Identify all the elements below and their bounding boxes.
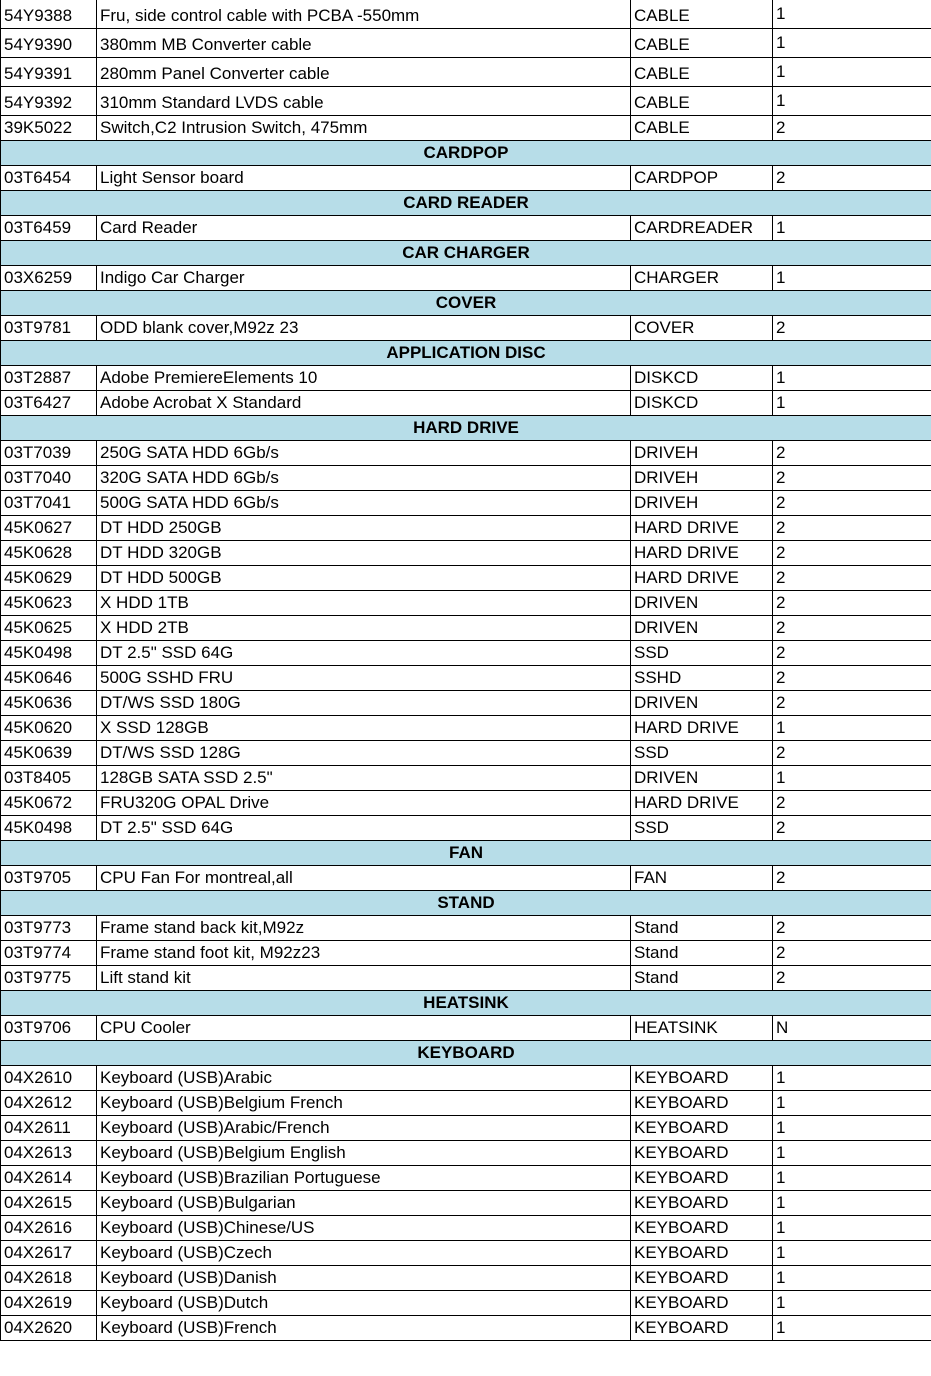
quantity-cell: 1 <box>773 1266 931 1291</box>
quantity-cell: 1 <box>773 266 931 291</box>
description-cell: 280mm Panel Converter cable <box>97 58 631 87</box>
table-row <box>1 1141 931 1166</box>
type-cell: KEYBOARD <box>631 1141 773 1166</box>
quantity-cell: 1 <box>773 716 931 741</box>
description-cell: ODD blank cover,M92z 23 <box>97 316 631 341</box>
description-cell: Adobe PremiereElements 10 <box>97 366 631 391</box>
type-cell: DRIVEN <box>631 691 773 716</box>
type-cell: COVER <box>631 316 773 341</box>
part-number-cell: 45K0498 <box>1 816 97 841</box>
quantity-cell: 1 <box>773 1091 931 1116</box>
table-row <box>1 266 931 291</box>
section-header-row <box>1 891 931 916</box>
type-cell: HARD DRIVE <box>631 716 773 741</box>
part-number-cell: 54Y9388 <box>1 0 97 29</box>
table-row <box>1 941 931 966</box>
description-cell: Keyboard (USB)Czech <box>97 1241 631 1266</box>
type-cell: CABLE <box>631 58 773 87</box>
description-cell: Adobe Acrobat X Standard <box>97 391 631 416</box>
quantity-cell: 1 <box>773 1241 931 1266</box>
quantity-cell: 2 <box>773 791 931 816</box>
section-header-row <box>1 416 931 441</box>
description-cell: DT 2.5" SSD 64G <box>97 816 631 841</box>
quantity-cell: 1 <box>773 1291 931 1316</box>
description-cell: 128GB SATA SSD 2.5" <box>97 766 631 791</box>
table-row <box>1 1191 931 1216</box>
quantity-cell: 2 <box>773 466 931 491</box>
section-header-label: STAND <box>1 891 931 916</box>
type-cell: KEYBOARD <box>631 1166 773 1191</box>
part-number-cell: 04X2613 <box>1 1141 97 1166</box>
description-cell: 500G SSHD FRU <box>97 666 631 691</box>
table-row <box>1 116 931 141</box>
part-number-cell: 04X2618 <box>1 1266 97 1291</box>
description-cell: DT HDD 320GB <box>97 541 631 566</box>
quantity-cell: 1 <box>773 391 931 416</box>
quantity-cell: N <box>773 1016 931 1041</box>
section-header-label: COVER <box>1 291 931 316</box>
part-number-cell: 03T7040 <box>1 466 97 491</box>
type-cell: SSD <box>631 816 773 841</box>
part-number-cell: 03T7041 <box>1 491 97 516</box>
type-cell: Stand <box>631 941 773 966</box>
type-cell: KEYBOARD <box>631 1091 773 1116</box>
part-number-cell: 39K5022 <box>1 116 97 141</box>
quantity-cell: 2 <box>773 741 931 766</box>
quantity-cell: 2 <box>773 666 931 691</box>
quantity-cell: 1 <box>773 216 931 241</box>
part-number-cell: 03T9773 <box>1 916 97 941</box>
table-row <box>1 87 931 116</box>
part-number-cell: 54Y9392 <box>1 87 97 116</box>
table-row <box>1 741 931 766</box>
description-cell: X SSD 128GB <box>97 716 631 741</box>
part-number-cell: 45K0498 <box>1 641 97 666</box>
type-cell: Stand <box>631 916 773 941</box>
description-cell: 380mm MB Converter cable <box>97 29 631 58</box>
section-header-label: CARD READER <box>1 191 931 216</box>
table-row <box>1 616 931 641</box>
section-header-label: HARD DRIVE <box>1 416 931 441</box>
quantity-cell: 1 <box>773 1316 931 1341</box>
description-cell: Keyboard (USB)Bulgarian <box>97 1191 631 1216</box>
type-cell: HARD DRIVE <box>631 516 773 541</box>
table-row <box>1 1216 931 1241</box>
section-header-row <box>1 241 931 266</box>
quantity-cell: 2 <box>773 491 931 516</box>
type-cell: KEYBOARD <box>631 1241 773 1266</box>
type-cell: KEYBOARD <box>631 1316 773 1341</box>
quantity-cell: 1 <box>773 766 931 791</box>
description-cell: Switch,C2 Intrusion Switch, 475mm <box>97 116 631 141</box>
section-header-label: FAN <box>1 841 931 866</box>
type-cell: FAN <box>631 866 773 891</box>
description-cell: FRU320G OPAL Drive <box>97 791 631 816</box>
table-row <box>1 216 931 241</box>
type-cell: KEYBOARD <box>631 1216 773 1241</box>
description-cell: Keyboard (USB)Belgium French <box>97 1091 631 1116</box>
part-number-cell: 04X2615 <box>1 1191 97 1216</box>
type-cell: CABLE <box>631 116 773 141</box>
description-cell: 310mm Standard LVDS cable <box>97 87 631 116</box>
section-header-row <box>1 341 931 366</box>
type-cell: KEYBOARD <box>631 1266 773 1291</box>
description-cell: Indigo Car Charger <box>97 266 631 291</box>
table-row <box>1 491 931 516</box>
table-row <box>1 1016 931 1041</box>
part-number-cell: 04X2610 <box>1 1066 97 1091</box>
description-cell: 500G SATA HDD 6Gb/s <box>97 491 631 516</box>
quantity-cell: 2 <box>773 116 931 141</box>
type-cell: HARD DRIVE <box>631 791 773 816</box>
table-row <box>1 166 931 191</box>
type-cell: HEATSINK <box>631 1016 773 1041</box>
section-header-row <box>1 841 931 866</box>
part-number-cell: 03T6427 <box>1 391 97 416</box>
description-cell: CPU Cooler <box>97 1016 631 1041</box>
section-header-row <box>1 991 931 1016</box>
type-cell: HARD DRIVE <box>631 541 773 566</box>
table-row <box>1 766 931 791</box>
part-number-cell: 45K0627 <box>1 516 97 541</box>
part-number-cell: 03T9774 <box>1 941 97 966</box>
type-cell: CARDPOP <box>631 166 773 191</box>
description-cell: Fru, side control cable with PCBA -550mm <box>97 0 631 29</box>
quantity-cell: 2 <box>773 641 931 666</box>
table-row <box>1 516 931 541</box>
part-number-cell: 04X2612 <box>1 1091 97 1116</box>
table-row <box>1 1116 931 1141</box>
part-number-cell: 03T8405 <box>1 766 97 791</box>
type-cell: CARDREADER <box>631 216 773 241</box>
description-cell: 250G SATA HDD 6Gb/s <box>97 441 631 466</box>
table-row <box>1 58 931 87</box>
table-row <box>1 366 931 391</box>
part-number-cell: 03T9705 <box>1 866 97 891</box>
type-cell: CHARGER <box>631 266 773 291</box>
part-number-cell: 54Y9391 <box>1 58 97 87</box>
description-cell: DT/WS SSD 128G <box>97 741 631 766</box>
table-row <box>1 441 931 466</box>
description-cell: Keyboard (USB)Brazilian Portuguese <box>97 1166 631 1191</box>
table-row <box>1 391 931 416</box>
section-header-row <box>1 141 931 166</box>
description-cell: Light Sensor board <box>97 166 631 191</box>
type-cell: KEYBOARD <box>631 1191 773 1216</box>
type-cell: DISKCD <box>631 391 773 416</box>
part-number-cell: 04X2611 <box>1 1116 97 1141</box>
quantity-cell: 2 <box>773 516 931 541</box>
quantity-cell: 1 <box>773 29 931 58</box>
type-cell: CABLE <box>631 87 773 116</box>
part-number-cell: 03X6259 <box>1 266 97 291</box>
table-row <box>1 791 931 816</box>
description-cell: DT HDD 500GB <box>97 566 631 591</box>
part-number-cell: 03T7039 <box>1 441 97 466</box>
table-row <box>1 916 931 941</box>
description-cell: CPU Fan For montreal,all <box>97 866 631 891</box>
quantity-cell: 1 <box>773 1066 931 1091</box>
table-row <box>1 691 931 716</box>
type-cell: Stand <box>631 966 773 991</box>
description-cell: Keyboard (USB)Chinese/US <box>97 1216 631 1241</box>
part-number-cell: 45K0620 <box>1 716 97 741</box>
description-cell: Keyboard (USB)Belgium English <box>97 1141 631 1166</box>
part-number-cell: 04X2620 <box>1 1316 97 1341</box>
quantity-cell: 1 <box>773 87 931 116</box>
description-cell: Card Reader <box>97 216 631 241</box>
quantity-cell: 2 <box>773 591 931 616</box>
section-header-row <box>1 191 931 216</box>
type-cell: CABLE <box>631 29 773 58</box>
type-cell: DRIVEH <box>631 491 773 516</box>
table-row <box>1 666 931 691</box>
quantity-cell: 2 <box>773 916 931 941</box>
table-row <box>1 0 931 29</box>
section-header-row <box>1 1041 931 1066</box>
quantity-cell: 1 <box>773 366 931 391</box>
table-row <box>1 1241 931 1266</box>
part-number-cell: 03T9781 <box>1 316 97 341</box>
table-row <box>1 1066 931 1091</box>
quantity-cell: 2 <box>773 166 931 191</box>
part-number-cell: 03T9706 <box>1 1016 97 1041</box>
quantity-cell: 2 <box>773 966 931 991</box>
part-number-cell: 45K0672 <box>1 791 97 816</box>
table-row <box>1 316 931 341</box>
quantity-cell: 2 <box>773 316 931 341</box>
section-header-label: CARDPOP <box>1 141 931 166</box>
type-cell: SSHD <box>631 666 773 691</box>
description-cell: Keyboard (USB)Danish <box>97 1266 631 1291</box>
section-header-row <box>1 291 931 316</box>
quantity-cell: 1 <box>773 1116 931 1141</box>
type-cell: DRIVEN <box>631 616 773 641</box>
part-number-cell: 04X2616 <box>1 1216 97 1241</box>
type-cell: SSD <box>631 641 773 666</box>
section-header-label: HEATSINK <box>1 991 931 1016</box>
description-cell: X HDD 2TB <box>97 616 631 641</box>
table-row <box>1 591 931 616</box>
table-row <box>1 816 931 841</box>
type-cell: CABLE <box>631 0 773 29</box>
quantity-cell: 2 <box>773 566 931 591</box>
part-number-cell: 45K0625 <box>1 616 97 641</box>
part-number-cell: 45K0623 <box>1 591 97 616</box>
description-cell: Frame stand back kit,M92z <box>97 916 631 941</box>
table-row <box>1 541 931 566</box>
description-cell: Frame stand foot kit, M92z23 <box>97 941 631 966</box>
part-number-cell: 03T6454 <box>1 166 97 191</box>
description-cell: Keyboard (USB)Arabic/French <box>97 1116 631 1141</box>
type-cell: HARD DRIVE <box>631 566 773 591</box>
table-row <box>1 566 931 591</box>
description-cell: X HDD 1TB <box>97 591 631 616</box>
quantity-cell: 2 <box>773 816 931 841</box>
type-cell: DRIVEH <box>631 466 773 491</box>
description-cell: 320G SATA HDD 6Gb/s <box>97 466 631 491</box>
table-row <box>1 866 931 891</box>
table-row <box>1 1291 931 1316</box>
section-header-label: CAR CHARGER <box>1 241 931 266</box>
quantity-cell: 2 <box>773 866 931 891</box>
part-number-cell: 03T6459 <box>1 216 97 241</box>
quantity-cell: 1 <box>773 1191 931 1216</box>
section-header-label: APPLICATION DISC <box>1 341 931 366</box>
type-cell: DRIVEH <box>631 441 773 466</box>
description-cell: Keyboard (USB)Dutch <box>97 1291 631 1316</box>
quantity-cell: 1 <box>773 1216 931 1241</box>
description-cell: DT HDD 250GB <box>97 516 631 541</box>
quantity-cell: 2 <box>773 691 931 716</box>
part-number-cell: 45K0646 <box>1 666 97 691</box>
quantity-cell: 2 <box>773 941 931 966</box>
type-cell: SSD <box>631 741 773 766</box>
part-number-cell: 04X2619 <box>1 1291 97 1316</box>
description-cell: Lift stand kit <box>97 966 631 991</box>
quantity-cell: 1 <box>773 1141 931 1166</box>
parts-table-body <box>1 0 931 1341</box>
section-header-label: KEYBOARD <box>1 1041 931 1066</box>
table-row <box>1 1091 931 1116</box>
table-row <box>1 966 931 991</box>
quantity-cell: 2 <box>773 441 931 466</box>
description-cell: DT/WS SSD 180G <box>97 691 631 716</box>
part-number-cell: 04X2614 <box>1 1166 97 1191</box>
description-cell: Keyboard (USB)Arabic <box>97 1066 631 1091</box>
table-row <box>1 1166 931 1191</box>
table-row <box>1 29 931 58</box>
part-number-cell: 03T2887 <box>1 366 97 391</box>
description-cell: Keyboard (USB)French <box>97 1316 631 1341</box>
type-cell: KEYBOARD <box>631 1291 773 1316</box>
quantity-cell: 2 <box>773 616 931 641</box>
table-row <box>1 1266 931 1291</box>
table-row <box>1 1316 931 1341</box>
part-number-cell: 45K0629 <box>1 566 97 591</box>
type-cell: KEYBOARD <box>631 1066 773 1091</box>
type-cell: DISKCD <box>631 366 773 391</box>
quantity-cell: 1 <box>773 0 931 29</box>
description-cell: DT 2.5" SSD 64G <box>97 641 631 666</box>
part-number-cell: 45K0628 <box>1 541 97 566</box>
part-number-cell: 45K0636 <box>1 691 97 716</box>
quantity-cell: 1 <box>773 1166 931 1191</box>
quantity-cell: 2 <box>773 541 931 566</box>
part-number-cell: 45K0639 <box>1 741 97 766</box>
table-row <box>1 641 931 666</box>
quantity-cell: 1 <box>773 58 931 87</box>
type-cell: KEYBOARD <box>631 1116 773 1141</box>
part-number-cell: 54Y9390 <box>1 29 97 58</box>
table-row <box>1 716 931 741</box>
table-row <box>1 466 931 491</box>
type-cell: DRIVEN <box>631 766 773 791</box>
type-cell: DRIVEN <box>631 591 773 616</box>
part-number-cell: 04X2617 <box>1 1241 97 1266</box>
part-number-cell: 03T9775 <box>1 966 97 991</box>
